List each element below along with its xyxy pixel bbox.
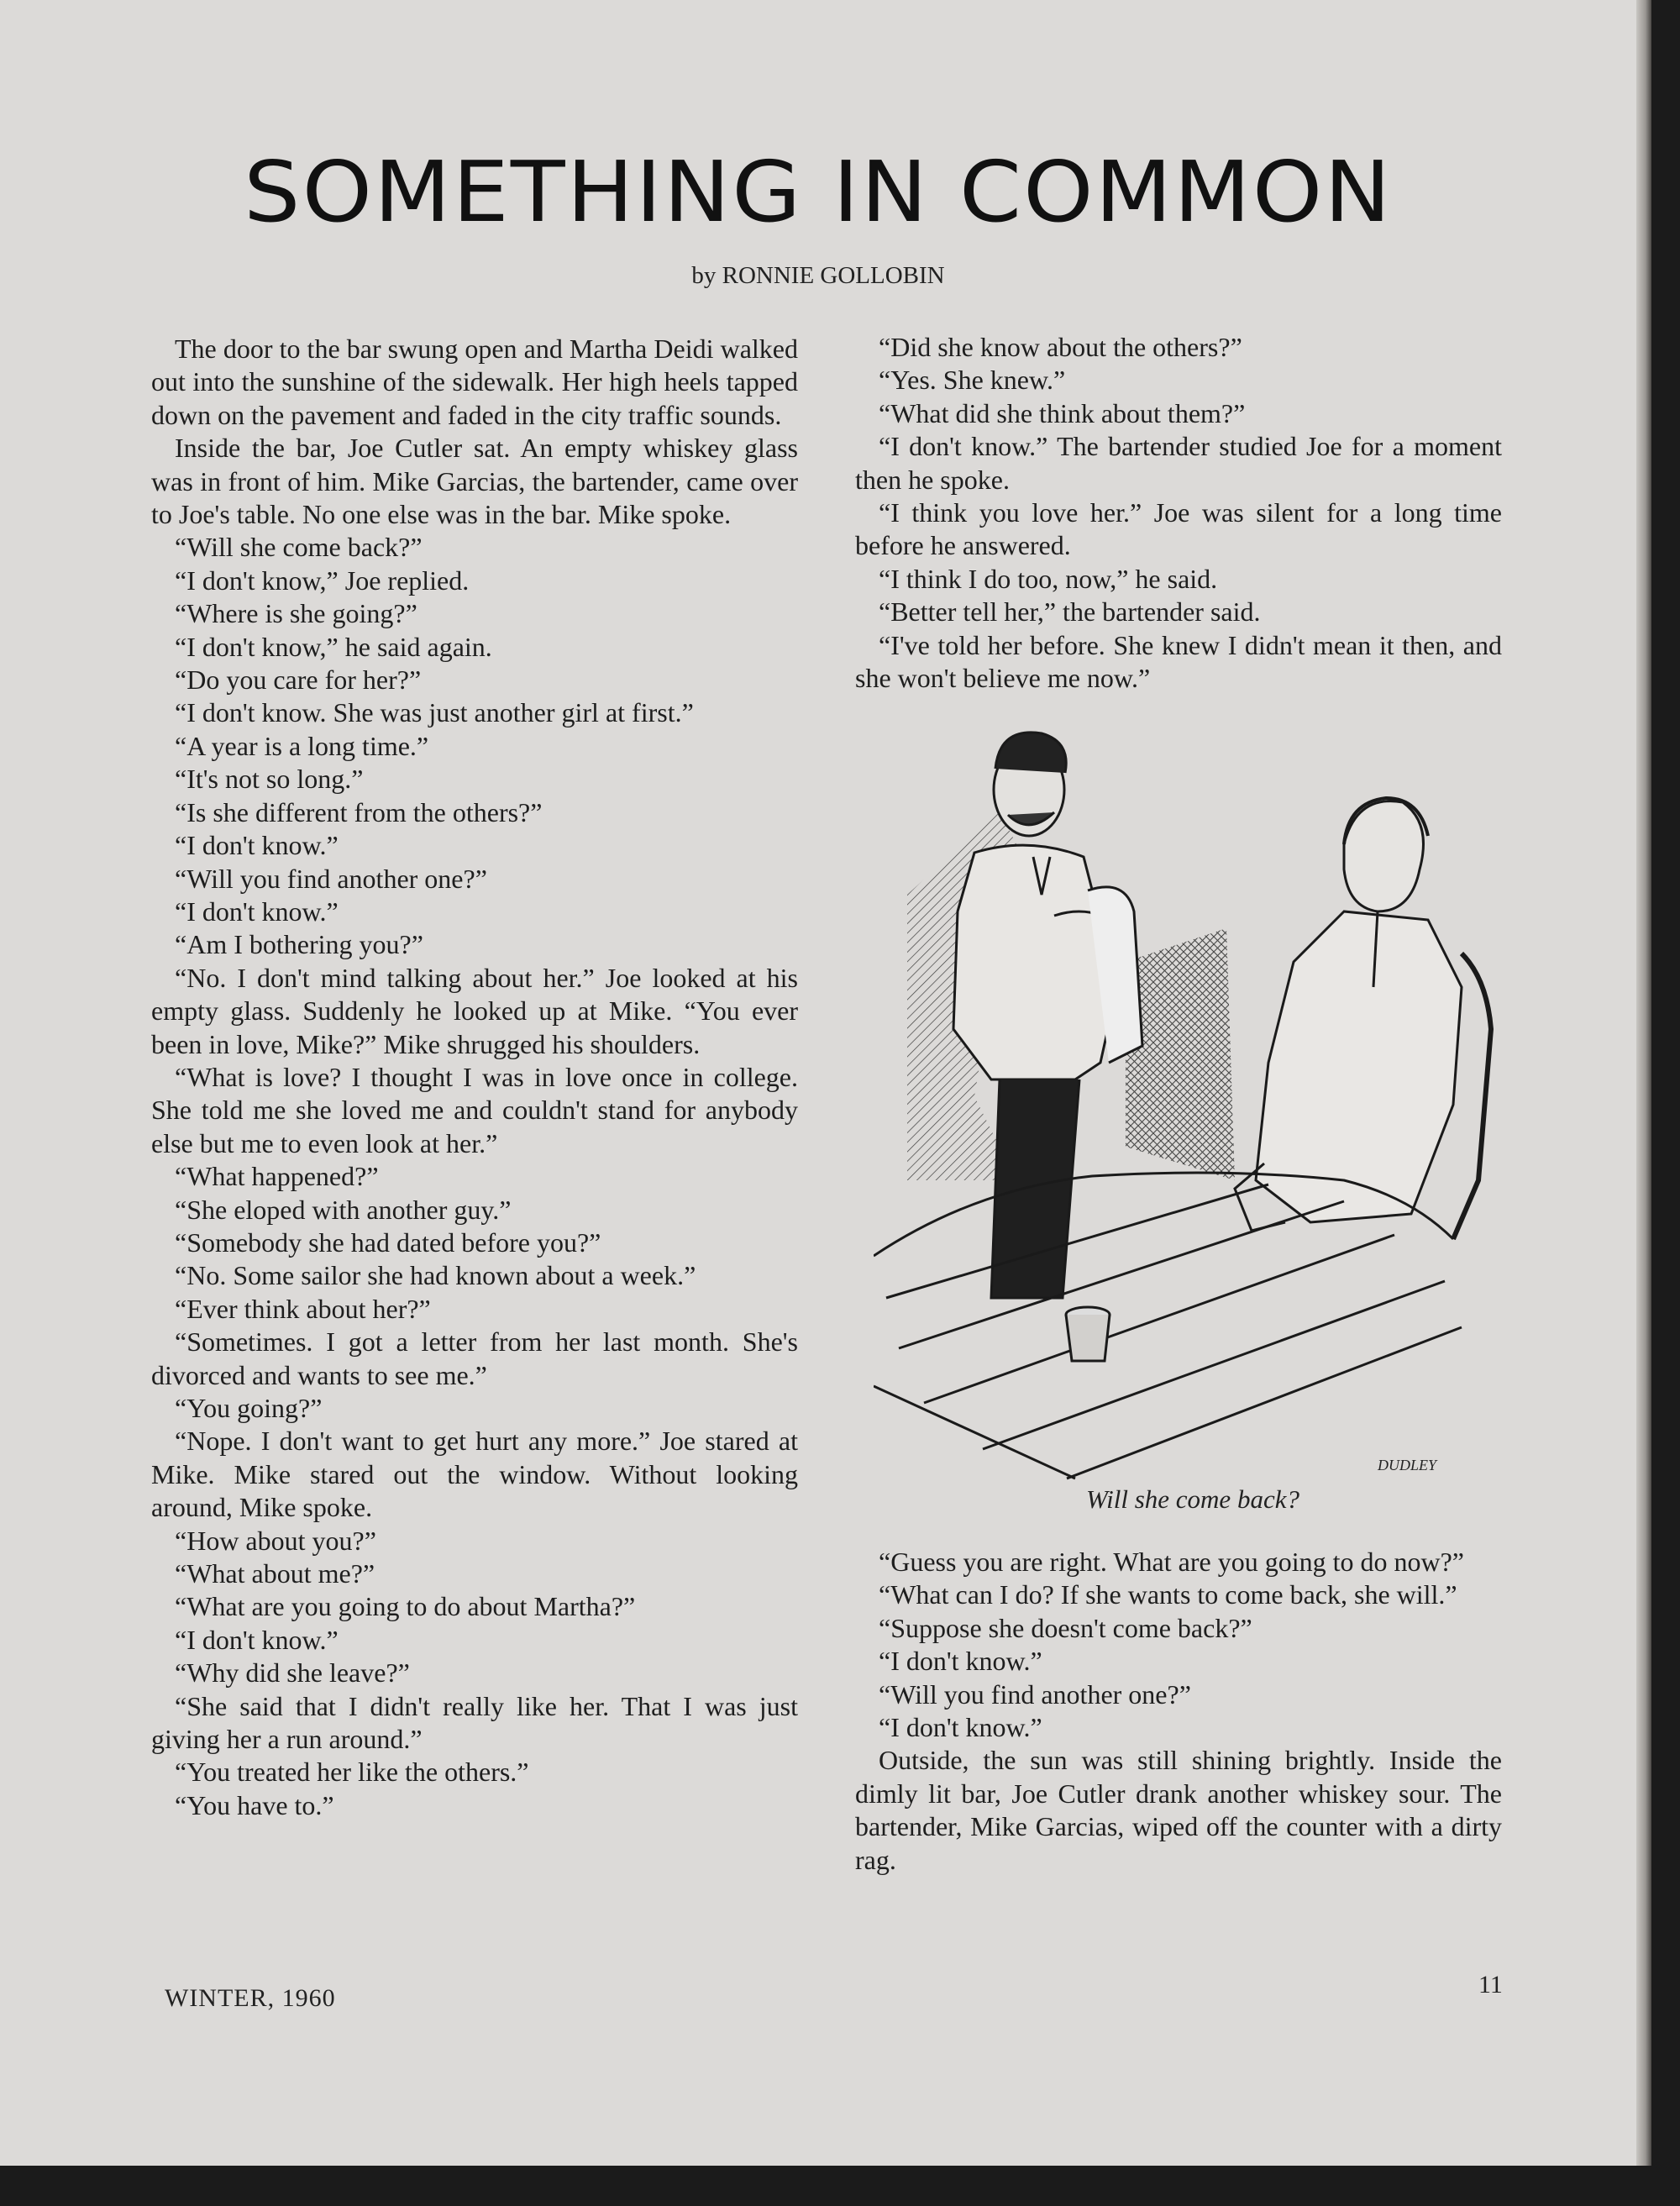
paragraph: “Somebody she had dated before you?” <box>175 1226 601 1258</box>
table-drawing <box>874 1173 1462 1479</box>
article-byline: by RONNIE GOLLOBIN <box>691 262 945 289</box>
paragraph: “I don't know. She was just another girl at first.” <box>175 697 694 728</box>
paragraph: “How about you?” <box>175 1525 376 1556</box>
paragraph: “I think you love her.” Joe was silent for a long time before he answered. <box>855 497 1502 561</box>
paragraph: “Will you find another one?” <box>175 863 487 894</box>
bartender-figure <box>953 733 1142 1298</box>
paragraph: “I don't know.” <box>175 1624 339 1655</box>
paragraph: “I don't know.” <box>175 830 339 861</box>
paragraph: “You treated her like the others.” <box>175 1757 529 1788</box>
paragraph: “What about me?” <box>175 1558 375 1589</box>
paragraph: “Where is she going?” <box>175 598 417 629</box>
paragraph: “Why did she leave?” <box>175 1657 410 1689</box>
page-edge-shadow <box>1636 0 1651 2166</box>
right-column-bottom <box>855 1546 1502 1877</box>
paragraph: “Will you find another one?” <box>879 1678 1191 1710</box>
paragraph: “I don't know.” <box>879 1712 1042 1743</box>
bar-illustration <box>874 710 1495 1487</box>
paragraph: “I don't know,” he said again. <box>175 631 492 662</box>
issue-footer: WINTER, 1960 <box>165 1984 336 2012</box>
paragraph: “Guess you are right. What are you going to do now?” <box>879 1547 1464 1577</box>
paragraph: “No. I don't mind talking about her.” Joe looked at his empty glass. Suddenly he looked up at Mike. “You ever been in love, Mike?” Mike shrugged his shoulders. <box>151 962 798 1059</box>
paragraph: “Did she know about the others?” <box>879 332 1242 362</box>
paragraph: “No. Some sailor she had known about a week.” <box>175 1260 696 1291</box>
article-title: SOMETHING IN COMMON <box>244 143 1393 241</box>
paragraph: The door to the bar swung open and Martha Deidi walked out into the sunshine of the sidewalk. Her high heels tapped down on the pavement and faded in the city traffic sounds. <box>151 334 798 430</box>
paragraph: “Do you care for her?” <box>175 664 422 696</box>
paragraph: “It's not so long.” <box>175 764 364 795</box>
paragraph: “Nope. I don't want to get hurt any more.” Joe stared at Mike. Mike stared out the window. Without looking around, Mike spoke. <box>151 1426 798 1523</box>
paragraph: Outside, the sun was still shining brightly. Inside the dimly lit bar, Joe Cutler drank another whiskey sour. The bartender, Mike Garcias, wiped off the counter with a dirty rag. <box>855 1745 1502 1875</box>
paragraph: “What can I do? If she wants to come back, she will.” <box>879 1579 1457 1610</box>
paragraph: “Will she come back?” <box>175 532 423 563</box>
artist-signature: DUDLEY <box>1378 1457 1437 1473</box>
paragraph: “I think I do too, now,” he said. <box>879 563 1218 594</box>
paragraph: “Ever think about her?” <box>175 1293 431 1324</box>
whiskey-glass-drawing <box>1066 1307 1110 1361</box>
paragraph: “You have to.” <box>175 1789 334 1820</box>
seated-man-figure <box>1235 798 1491 1239</box>
paragraph: “What are you going to do about Martha?” <box>175 1591 636 1622</box>
paragraph: “I don't know.” <box>175 896 339 927</box>
paragraph: “Is she different from the others?” <box>175 796 543 827</box>
page-number: 11 <box>1478 1971 1503 1999</box>
paragraph: “Sometimes. I got a letter from her last month. She's divorced and wants to see me.” <box>151 1326 798 1390</box>
left-column <box>151 333 798 1822</box>
paragraph: “I've told her before. She knew I didn't mean it then, and she won't believe me now.” <box>855 629 1502 694</box>
illustration-caption: Will she come back? <box>1086 1484 1299 1514</box>
paragraph: “She eloped with another guy.” <box>175 1194 512 1225</box>
paragraph: “Better tell her,” the bartender said. <box>879 596 1261 628</box>
paragraph: “What is love? I thought I was in love once in college. She told me she loved me and couldn't stand for anybody else but me to even look at her.” <box>151 1061 798 1158</box>
paragraph: “Suppose she doesn't come back?” <box>879 1612 1252 1643</box>
paragraph: “I don't know,” Joe replied. <box>175 565 470 596</box>
paragraph: “A year is a long time.” <box>175 730 429 761</box>
paragraph: “I don't know.” <box>879 1646 1042 1677</box>
paragraph: Inside the bar, Joe Cutler sat. An empty whiskey glass was in front of him. Mike Garcias, the bartender, came over to Joe's table. No one else was in the bar. Mike spoke. <box>151 433 798 530</box>
paragraph: “Am I bothering you?” <box>175 929 423 960</box>
right-column-top <box>855 331 1502 695</box>
paragraph: “You going?” <box>175 1393 323 1423</box>
paragraph: “I don't know.” The bartender studied Joe for a moment then he spoke. <box>855 431 1502 495</box>
bar-scene-drawing <box>874 710 1495 1487</box>
paragraph: “What happened?” <box>175 1161 379 1192</box>
paragraph: “She said that I didn't really like her. That I was just giving her a run around.” <box>151 1690 798 1755</box>
paragraph: “Yes. She knew.” <box>879 365 1066 396</box>
paragraph: “What did she think about them?” <box>879 397 1246 428</box>
